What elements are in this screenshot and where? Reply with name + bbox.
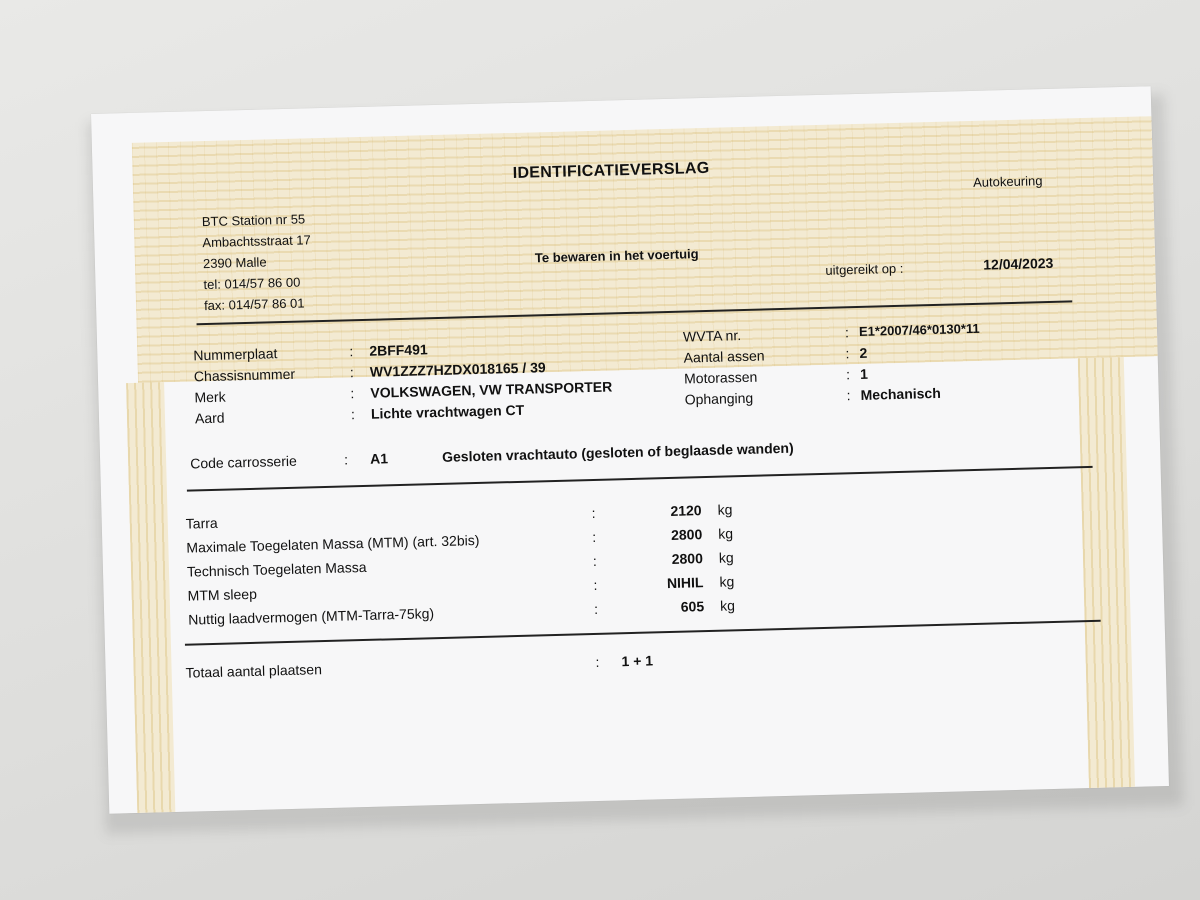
field-value: E1*2007/46*0130*11 (858, 320, 980, 339)
field-value: WV1ZZZ7HZDX018165 / 39 (369, 359, 546, 380)
security-pattern-right (1078, 357, 1135, 788)
field-value: 2BFF491 (369, 341, 428, 359)
mass-unit: kg (719, 597, 736, 614)
field-separator: : (349, 343, 354, 360)
mass-unit: kg (719, 573, 735, 590)
field-label: Merk (194, 388, 226, 406)
field-separator: : (591, 504, 596, 522)
field-label: WVTA nr. (682, 327, 742, 345)
field-separator: : (595, 653, 600, 670)
station-tel: tel: 014/57 86 00 (203, 274, 301, 293)
mass-label: Tarra (185, 514, 218, 532)
body-description: Gesloten vrachtauto (gesloten of beglaasde wanden) (441, 439, 794, 465)
field-label: Aantal assen (683, 347, 765, 366)
document-title: IDENTIFICATIEVERSLAG (512, 159, 710, 182)
field-separator: : (592, 528, 597, 546)
field-value: 1 (859, 365, 869, 382)
field-separator: : (844, 324, 850, 341)
mass-unit: kg (718, 525, 734, 542)
field-separator: : (845, 366, 851, 383)
mass-value: NIHIL (666, 574, 704, 592)
field-separator: : (593, 576, 598, 593)
field-label: Nummerplaat (193, 345, 278, 364)
station-fax: fax: 014/57 86 01 (203, 295, 305, 314)
field-separator: : (593, 600, 599, 617)
mass-label: MTM sleep (187, 585, 258, 604)
station-street: Ambachtsstraat 17 (202, 232, 311, 251)
field-separator: : (845, 345, 850, 362)
issued-label: uitgereikt op : (825, 260, 904, 278)
station-name: BTC Station nr 55 (201, 211, 306, 230)
field-separator: : (350, 406, 356, 423)
field-separator: : (350, 385, 355, 402)
field-separator: : (846, 387, 851, 404)
field-separator: : (349, 364, 354, 381)
issued-date: 12/04/2023 (983, 254, 1054, 273)
mass-unit: kg (718, 549, 734, 566)
document-subtitle: Te bewaren in het voertuig (534, 246, 699, 266)
body-code-label: Code carrosserie (189, 452, 297, 472)
mass-label: Technisch Toegelaten Massa (186, 558, 367, 580)
field-label: Aard (194, 409, 225, 427)
field-label: Chassisnummer (193, 365, 296, 385)
mass-value: 2800 (670, 526, 703, 543)
field-value: VOLKSWAGEN, VW TRANSPORTER (370, 378, 613, 401)
mass-label: Maximale Toegelaten Massa (MTM) (art. 32bis) (186, 531, 480, 556)
inspection-category: Autokeuring (972, 173, 1043, 190)
mass-value: 605 (680, 598, 705, 615)
field-separator: : (592, 552, 597, 570)
field-label: Ophanging (684, 389, 754, 408)
identification-report-sheet (91, 86, 1169, 814)
field-value: Lichte vrachtwagen CT (370, 401, 525, 422)
station-city: 2390 Malle (202, 254, 267, 272)
body-code: A1 (369, 450, 389, 467)
field-value: 2 (859, 344, 868, 361)
seats-value: 1 + 1 (621, 652, 654, 670)
security-pattern-left (126, 382, 175, 813)
field-separator: : (343, 451, 349, 468)
mass-value: 2120 (670, 502, 702, 519)
mass-label: Nuttig laadvermogen (MTM-Tarra-75kg) (188, 605, 435, 628)
rule-body (187, 466, 1093, 492)
seats-label: Totaal aantal plaatsen (185, 661, 323, 681)
field-value: Mechanisch (860, 384, 941, 403)
mass-unit: kg (717, 501, 733, 518)
field-label: Motorassen (683, 368, 758, 387)
mass-value: 2800 (671, 550, 704, 567)
